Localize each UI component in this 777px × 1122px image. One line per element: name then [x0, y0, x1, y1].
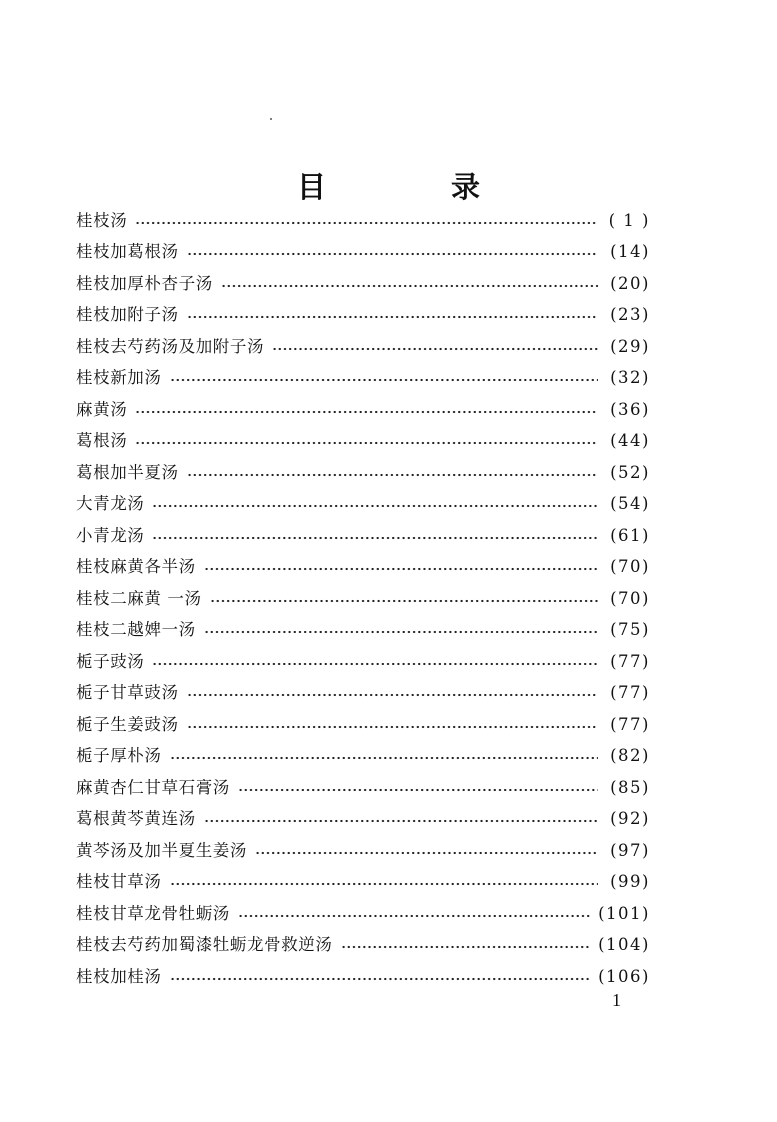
toc-entry-title: 桂枝加桂汤	[76, 966, 162, 986]
toc-entry-page: (77)	[610, 683, 650, 703]
toc-entry-page: (97)	[610, 840, 650, 860]
toc-entry-page: (99)	[610, 872, 650, 892]
toc-entry[interactable]	[76, 678, 650, 710]
toc-entry[interactable]	[76, 331, 650, 363]
toc-entry[interactable]	[76, 300, 650, 332]
toc-entry-title: 麻黄汤	[76, 399, 128, 419]
toc-entry-title: 葛根汤	[76, 431, 128, 451]
toc-entry-title: 麻黄杏仁甘草石膏汤	[76, 777, 230, 797]
toc-entry-page: (85)	[610, 777, 650, 797]
dot-leader	[272, 347, 598, 351]
toc-entry-page: (101)	[598, 903, 650, 923]
toc-entry-title: 黄芩汤及加半夏生姜汤	[76, 840, 247, 860]
toc-entry-title: 大青龙汤	[76, 494, 145, 514]
dot-leader	[187, 315, 598, 319]
toc-entry-page: (23)	[610, 305, 650, 325]
toc-entry[interactable]	[76, 489, 650, 521]
toc-entry[interactable]	[76, 961, 650, 993]
toc-entry-title: 桂枝加葛根汤	[76, 242, 179, 262]
dot-leader	[170, 756, 599, 760]
toc-entry[interactable]	[76, 205, 650, 237]
toc-entry-page: (70)	[610, 557, 650, 577]
toc-entry-page: (14)	[610, 242, 650, 262]
toc-entry[interactable]	[76, 268, 650, 300]
toc-entry-title: 桂枝加厚朴杏子汤	[76, 273, 213, 293]
table-of-contents	[76, 205, 650, 993]
toc-entry-page: (82)	[610, 746, 650, 766]
toc-entry-title: 栀子豉汤	[76, 651, 145, 671]
toc-entry-page: (32)	[610, 368, 650, 388]
toc-entry-page: (77)	[610, 651, 650, 671]
toc-entry-page: (52)	[610, 462, 650, 482]
toc-entry-title: 桂枝甘草龙骨牡蛎汤	[76, 903, 230, 923]
toc-entry-title: 葛根加半夏汤	[76, 462, 179, 482]
toc-entry-page: (29)	[610, 336, 650, 356]
toc-entry-page: (70)	[610, 588, 650, 608]
toc-entry-title: 桂枝加附子汤	[76, 305, 179, 325]
toc-entry[interactable]	[76, 646, 650, 678]
dot-leader	[135, 221, 598, 225]
dot-leader	[135, 410, 598, 414]
toc-entry-title: 桂枝二越婢一汤	[76, 620, 196, 640]
dot-leader	[204, 819, 598, 823]
toc-entry-page: (106)	[598, 966, 650, 986]
toc-entry-title: 桂枝汤	[76, 210, 128, 230]
dot-leader	[152, 504, 598, 508]
toc-entry-title: 栀子甘草豉汤	[76, 683, 179, 703]
dot-leader	[152, 536, 598, 540]
toc-entry-page: (75)	[610, 620, 650, 640]
dot-leader	[187, 725, 598, 729]
toc-entry[interactable]	[76, 867, 650, 899]
toc-entry[interactable]	[76, 898, 650, 930]
toc-entry-title: 葛根黄芩黄连汤	[76, 809, 196, 829]
toc-entry-title: 桂枝甘草汤	[76, 872, 162, 892]
toc-entry-title: 桂枝新加汤	[76, 368, 162, 388]
toc-entry[interactable]	[76, 804, 650, 836]
toc-entry-page: (36)	[610, 399, 650, 419]
toc-entry[interactable]	[76, 426, 650, 458]
toc-entry-page: (54)	[610, 494, 650, 514]
page-number: 1	[612, 990, 621, 1010]
toc-entry[interactable]	[76, 237, 650, 269]
toc-entry[interactable]	[76, 394, 650, 426]
dot-leader	[170, 882, 599, 886]
dot-leader	[135, 441, 598, 445]
toc-entry-page: (104)	[598, 935, 650, 955]
toc-entry-title: 桂枝去芍药汤及加附子汤	[76, 336, 265, 356]
toc-entry[interactable]	[76, 615, 650, 647]
dot-leader	[170, 378, 599, 382]
toc-entry-page: (77)	[610, 714, 650, 734]
dot-leader	[221, 284, 598, 288]
toc-entry[interactable]	[76, 520, 650, 552]
dot-leader	[187, 693, 598, 697]
toc-entry-page: (92)	[610, 809, 650, 829]
toc-entry-title: 桂枝去芍药加蜀漆牡蛎龙骨救逆汤	[76, 935, 333, 955]
dot-leader	[204, 567, 598, 571]
toc-entry-title: 小青龙汤	[76, 525, 145, 545]
toc-entry-page: (20)	[610, 273, 650, 293]
dot-leader	[152, 662, 598, 666]
dot-leader	[204, 630, 598, 634]
dot-leader	[187, 252, 598, 256]
toc-entry[interactable]	[76, 583, 650, 615]
dot-leader	[187, 473, 598, 477]
toc-entry[interactable]	[76, 835, 650, 867]
scan-speck	[270, 118, 272, 120]
dot-leader	[210, 599, 598, 603]
toc-entry-title: 栀子厚朴汤	[76, 746, 162, 766]
page-title: 目 录	[296, 170, 528, 205]
toc-entry-title: 桂枝二麻黄 一汤	[76, 588, 202, 608]
toc-entry[interactable]	[76, 709, 650, 741]
toc-entry-title: 栀子生姜豉汤	[76, 714, 179, 734]
toc-entry[interactable]	[76, 552, 650, 584]
dot-leader	[255, 851, 598, 855]
toc-entry-page: ( 1 )	[608, 210, 650, 230]
dot-leader	[341, 945, 591, 949]
toc-entry-title: 桂枝麻黄各半汤	[76, 557, 196, 577]
dot-leader	[170, 977, 591, 981]
toc-entry[interactable]	[76, 930, 650, 962]
dot-leader	[238, 914, 590, 918]
toc-entry[interactable]	[76, 363, 650, 395]
dot-leader	[238, 788, 598, 792]
toc-entry[interactable]	[76, 741, 650, 773]
toc-entry[interactable]	[76, 772, 650, 804]
toc-entry-page: (44)	[610, 431, 650, 451]
toc-entry-page: (61)	[610, 525, 650, 545]
toc-entry[interactable]	[76, 457, 650, 489]
